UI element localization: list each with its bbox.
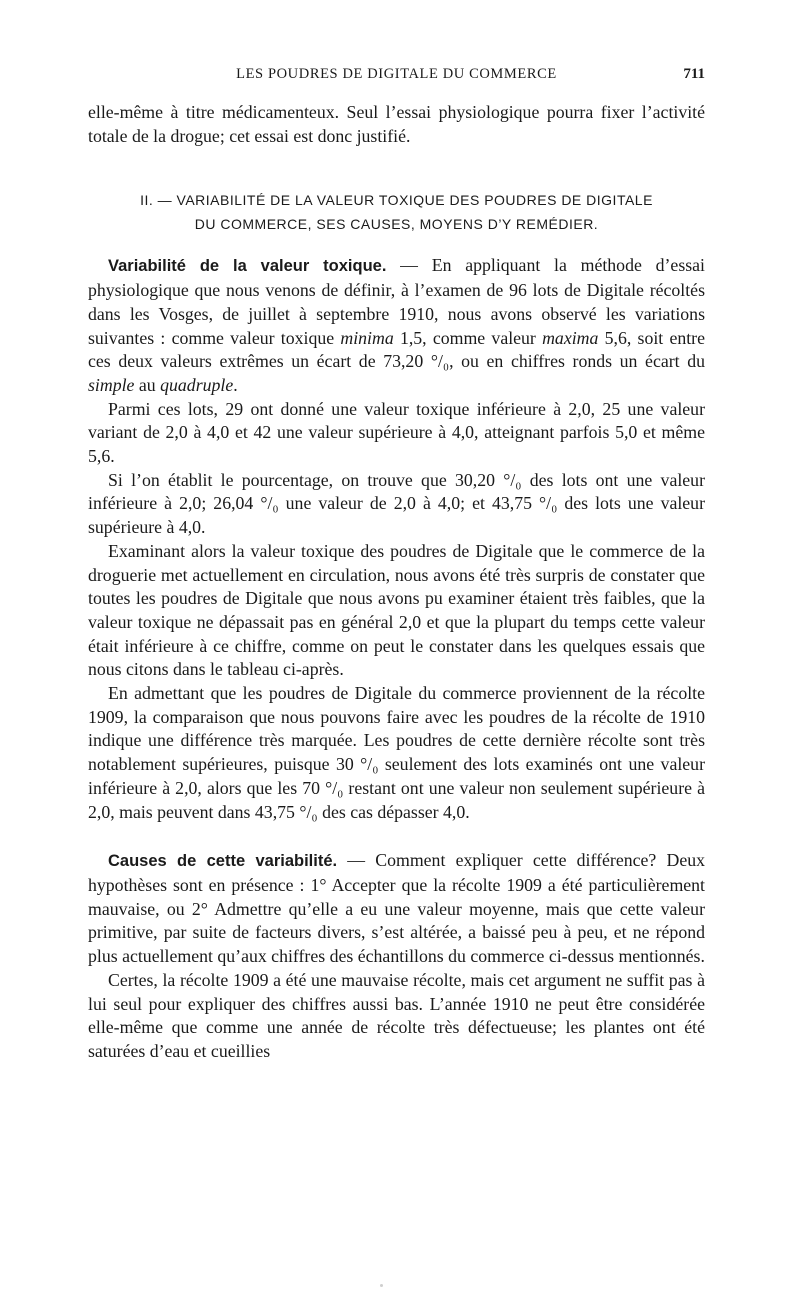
paragraph-recolte: Certes, la récolte 1909 a été une mauvaise récolte, mais cet argument ne suffit pas à lui seul pour expliquer des chiffres aussi bas. L’année 1910 ne peut être considérée elle-même que comme une année de récolte très défectueuse; les plantes ont été saturées d’eau et cueillies [88, 969, 705, 1061]
section-heading [88, 188, 705, 236]
paragraph-variabilite [88, 254, 705, 397]
italic-term: quadruple [160, 374, 234, 395]
italic-term: simple [88, 374, 135, 395]
text-run: 5,6, soit entre ces deux valeurs extrêmes un écart de 73,20 °/₀, ou en chiffres ronds un écart du [88, 327, 705, 372]
italic-term: minima [340, 327, 394, 348]
page-number: 711 [683, 66, 705, 82]
paragraph-causes [88, 849, 705, 969]
paragraph-commerce: Examinant alors la valeur toxique des poudres de Digitale que le commerce de la droguerie met actuellement en circulation, nous avons été très surpris de constater que toutes les poudres de Digitale que nous avons pu examiner étaient très faibles, que la valeur toxique ne dépassait pas en général 2,0 et que la plupart du temps cette valeur était inférieure à ce chiffre, comme on peut le constater dans les quelques essais que nous citons dans le tableau ci-après. [88, 540, 705, 680]
run-in-heading-causes: Causes de cette variabilité. [108, 852, 338, 871]
run-in-heading-variabilite: Variabilité de la valeur toxique. [108, 257, 387, 276]
print-speck [380, 1284, 383, 1287]
section-heading-line-2: DU COMMERCE, SES CAUSES, MOYENS D’Y REMÉDIER. [194, 216, 599, 233]
paragraph-comparaison: En admettant que les poudres de Digitale du commerce proviennent de la récolte 1909, la comparaison que nous pouvons faire avec les poudres de la récolte de 1910 indique une différence très marquée. Les poudres de cette dernière récolte sont très notablement supérieures, puisque 30 °/₀ seulement des lots examinés ont une valeur inférieure à 2,0, alors que les 70 °/₀ restant ont une valeur non seulement supérieure à 2,0, mais peuvent dans 43,75 °/₀ des cas dépasser 4,0. [88, 683, 705, 822]
text-run: 1,5, comme valeur [393, 327, 543, 348]
paragraph-pourcentage: Si l’on établit le pourcentage, on trouve que 30,20 °/₀ des lots ont une valeur inférieure à 2,0; 26,04 °/₀ une valeur de 2,0 à 4,0; et 43,75 °/₀ des lots une valeur supérieure à 4,0. [88, 469, 705, 538]
text-run: . [233, 374, 238, 395]
running-title: LES POUDRES DE DIGITALE DU COMMERCE [236, 66, 557, 82]
text-run: — Comment expliquer cette différence? Deux hypothèses sont en présence : 1° Accepter que la récolte 1909 a été particulièrement mauvaise, ou 2° Admettre qu’elle a eu une valeur moyenne, mais que cette valeur primitive, par suite de facteurs divers, s’est altérée, a baissé peu à peu, et ne répond plus actuellement qu’aux chiffres des échantillons du commerce ci-dessus mentionnés. [88, 850, 705, 967]
paragraph-intro: elle-même à titre médicamenteux. Seul l’essai physiologique pourra fixer l’activité totale de la drogue; cet essai est donc justifié. [88, 102, 705, 146]
italic-term: maxima [542, 327, 599, 348]
section-heading-line-1: II. — VARIABILITÉ DE LA VALEUR TOXIQUE DES POUDRES DE DIGITALE [140, 192, 653, 209]
text-run: au [134, 374, 161, 395]
running-head [88, 66, 705, 88]
paragraph-lots: Parmi ces lots, 29 ont donné une valeur toxique inférieure à 2,0, 25 une valeur variant de 2,0 à 4,0 et 42 une valeur supérieure à 4,0, atteignant parfois 5,0 et même 5,6. [88, 398, 705, 467]
text-run: — En appliquant la méthode d’essai physiologique que nous venons de définir, à l’examen de 96 lots de Digitale récoltés dans les Vosges, de juillet à septembre 1910, nous avons observé les variations suivantes : comme valeur toxique [88, 255, 705, 348]
spacer [88, 824, 705, 849]
body-text [88, 101, 705, 1064]
